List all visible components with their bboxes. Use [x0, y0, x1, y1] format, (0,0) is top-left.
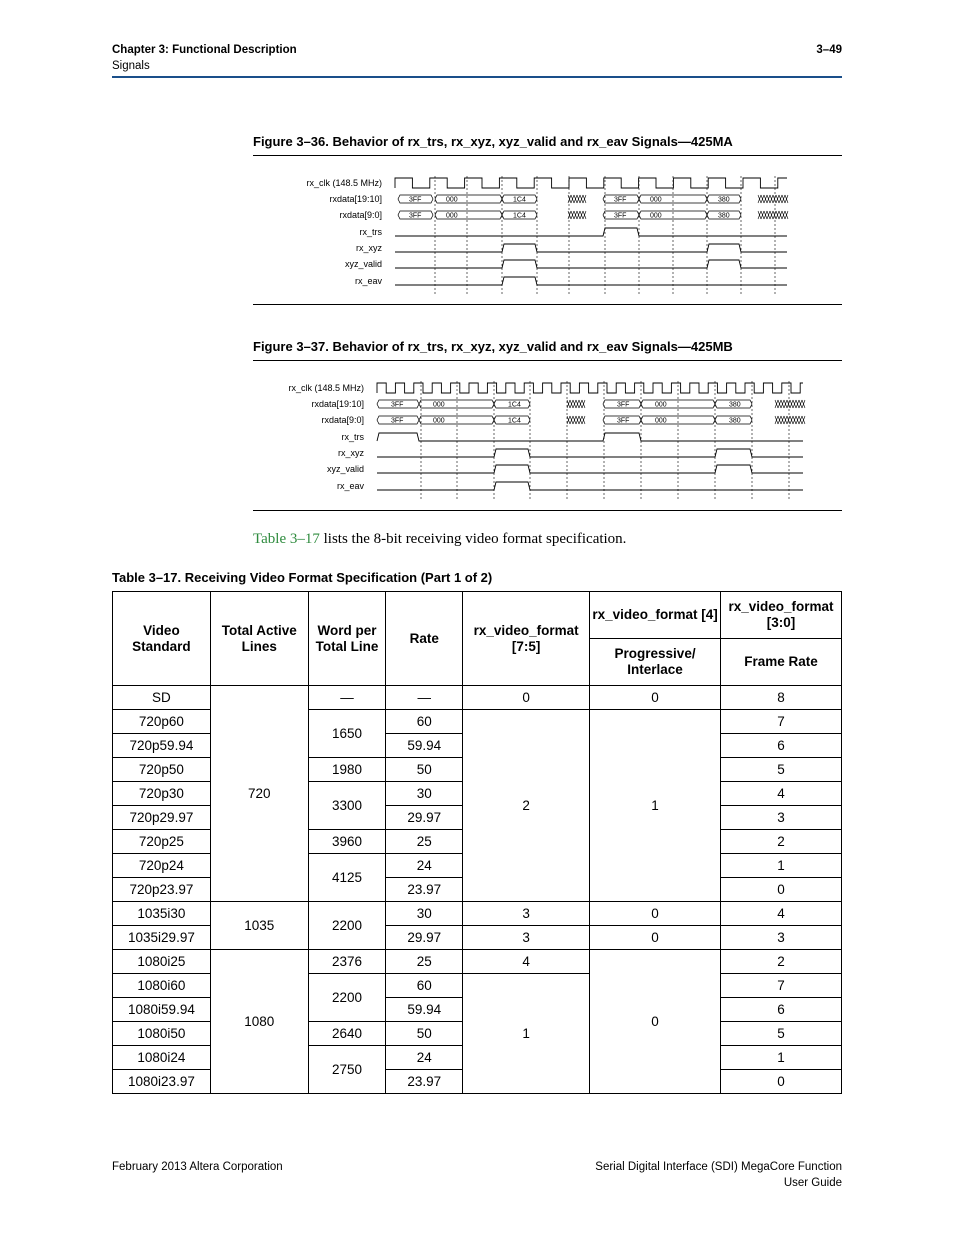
bus-value-label: 3FF: [617, 401, 630, 409]
cell-video-standard: 1080i60: [113, 974, 211, 998]
cell-frame-rate: 0: [721, 1070, 842, 1094]
bus-value-label: 000: [433, 401, 445, 409]
cell-word-per-line: 1650: [308, 710, 386, 758]
figure-36-top-rule: [253, 155, 842, 156]
signal-label: rx_eav: [336, 481, 364, 491]
cell-video-standard: 1035i30: [113, 902, 211, 926]
cell-video-standard: 1080i24: [113, 1046, 211, 1070]
cell-format-7-5: 1: [463, 974, 590, 1094]
bus-undefined-hatch: [568, 195, 571, 203]
figure-36-timing-diagram: [253, 158, 842, 303]
cell-rate: 29.97: [386, 926, 463, 950]
cell-video-standard: 720p24: [113, 854, 211, 878]
bus-undefined-hatch: [778, 400, 781, 408]
header-rule: [112, 76, 842, 78]
pulse-waveform: [395, 244, 787, 252]
bus-undefined-hatch: [781, 416, 784, 424]
bus-undefined-hatch: [580, 211, 583, 219]
signal-label: rxdata[19:10]: [311, 399, 364, 409]
bus-undefined-hatch: [579, 400, 582, 408]
bus-undefined-hatch: [567, 416, 570, 424]
signal-label: rx_clk (148.5 MHz): [288, 383, 364, 393]
bus-value-label: 1C4: [508, 417, 521, 425]
header-rate: Rate: [386, 592, 463, 686]
cell-format-4: 0: [590, 950, 721, 1094]
bus-undefined-hatch: [576, 400, 579, 408]
bus-undefined-hatch: [776, 195, 779, 203]
figure-37-bottom-rule: [253, 510, 842, 511]
table-reference-link[interactable]: Table 3–17: [253, 531, 320, 547]
cell-word-per-line: 2200: [308, 974, 386, 1022]
bus-undefined-hatch: [574, 195, 577, 203]
figure-37-top-rule: [253, 360, 842, 361]
cell-rate: 59.94: [386, 734, 463, 758]
cell-rate: 50: [386, 758, 463, 782]
bus-undefined-hatch: [802, 400, 805, 408]
bus-undefined-hatch: [571, 211, 574, 219]
page-number: 3–49: [816, 44, 842, 56]
cell-word-per-line: 2750: [308, 1046, 386, 1094]
bus-undefined-hatch: [570, 416, 573, 424]
table-intro-sentence: [253, 531, 626, 548]
bus-undefined-hatch: [573, 400, 576, 408]
cell-word-per-line: 3960: [308, 830, 386, 854]
cell-rate: 23.97: [386, 878, 463, 902]
bus-undefined-hatch: [576, 416, 579, 424]
signal-label: rx_xyz: [337, 448, 364, 458]
pulse-waveform: [377, 482, 803, 490]
header-frame-rate: Frame Rate: [721, 639, 842, 686]
bus-undefined-hatch: [779, 195, 782, 203]
intro-text: lists the 8-bit receiving video format specification.: [319, 531, 627, 547]
cell-frame-rate: 5: [721, 758, 842, 782]
cell-word-per-line: 1980: [308, 758, 386, 782]
cell-rate: 25: [386, 950, 463, 974]
header-word-per-total-line: Word per Total Line: [308, 592, 386, 686]
cell-word-per-line: 2376: [308, 950, 386, 974]
cell-video-standard: 720p29.97: [113, 806, 211, 830]
bus-undefined-hatch: [782, 211, 785, 219]
cell-rate: 60: [386, 710, 463, 734]
header-rx-video-format-3-0: rx_video_format [3:0]: [721, 592, 842, 639]
cell-total-active-lines: 1035: [210, 902, 308, 950]
bus-undefined-hatch: [577, 211, 580, 219]
signal-label: rxdata[19:10]: [329, 194, 382, 204]
bus-undefined-hatch: [767, 195, 770, 203]
header-rx-video-format-4: rx_video_format [4]: [590, 592, 721, 639]
figure-36-bottom-rule: [253, 304, 842, 305]
signal-label: rx_eav: [354, 276, 382, 286]
cell-rate: 50: [386, 1022, 463, 1046]
table-row: [113, 950, 842, 974]
bus-segment: [419, 416, 494, 424]
bus-undefined-hatch: [764, 195, 767, 203]
bus-undefined-hatch: [583, 195, 586, 203]
cell-frame-rate: 2: [721, 950, 842, 974]
cell-rate: 30: [386, 782, 463, 806]
pulse-waveform: [377, 465, 803, 473]
cell-total-active-lines: 1080: [210, 950, 308, 1094]
signal-label: rxdata[9:0]: [339, 210, 382, 220]
cell-video-standard: SD: [113, 686, 211, 710]
bus-value-label: 380: [718, 212, 730, 220]
header-rx-video-format-7-5: rx_video_format [7:5]: [463, 592, 590, 686]
bus-value-label: 380: [729, 401, 741, 409]
footer-doc-title: Serial Digital Interface (SDI) MegaCore Function: [595, 1161, 842, 1173]
bus-undefined-hatch: [802, 416, 805, 424]
bus-value-label: 3FF: [614, 212, 627, 220]
cell-format-4: 0: [590, 926, 721, 950]
bus-undefined-hatch: [785, 211, 788, 219]
cell-video-standard: 1080i59.94: [113, 998, 211, 1022]
cell-video-standard: 720p30: [113, 782, 211, 806]
cell-frame-rate: 3: [721, 926, 842, 950]
bus-undefined-hatch: [784, 400, 787, 408]
cell-total-active-lines: 720: [210, 686, 308, 902]
footer-doc-type: User Guide: [783, 1177, 842, 1189]
pulse-waveform: [395, 260, 787, 268]
bus-undefined-hatch: [767, 211, 770, 219]
pulse-waveform: [377, 433, 803, 441]
pulse-waveform: [377, 449, 803, 457]
figure-37-caption: Figure 3–37. Behavior of rx_trs, rx_xyz, xyz_valid and rx_eav Signals—425MB: [253, 339, 733, 354]
cell-frame-rate: 1: [721, 854, 842, 878]
cell-word-per-line: 2640: [308, 1022, 386, 1046]
figure-37-timing-diagram: [253, 363, 842, 508]
bus-undefined-hatch: [758, 211, 761, 219]
bus-undefined-hatch: [761, 195, 764, 203]
bus-undefined-hatch: [579, 416, 582, 424]
header-total-active-lines: Total Active Lines: [210, 592, 308, 686]
bus-value-label: 1C4: [513, 212, 526, 220]
cell-format-7-5: 4: [463, 950, 590, 974]
signal-label: rx_trs: [359, 227, 382, 237]
bus-undefined-hatch: [784, 416, 787, 424]
footer-date-company: February 2013 Altera Corporation: [112, 1161, 283, 1173]
cell-video-standard: 1080i25: [113, 950, 211, 974]
bus-undefined-hatch: [787, 400, 790, 408]
cell-frame-rate: 1: [721, 1046, 842, 1070]
signal-label: xyz_valid: [344, 259, 382, 269]
bus-undefined-hatch: [775, 400, 778, 408]
cell-word-per-line: 3300: [308, 782, 386, 830]
cell-word-per-line: 2200: [308, 902, 386, 950]
bus-undefined-hatch: [790, 400, 793, 408]
cell-format-7-5: 3: [463, 902, 590, 926]
clock-waveform: [395, 178, 787, 188]
bus-undefined-hatch: [577, 195, 580, 203]
bus-undefined-hatch: [582, 400, 585, 408]
cell-frame-rate: 7: [721, 710, 842, 734]
cell-format-7-5: 0: [463, 686, 590, 710]
cell-frame-rate: 3: [721, 806, 842, 830]
cell-rate: 24: [386, 1046, 463, 1070]
bus-value-label: 000: [650, 196, 662, 204]
cell-format-4: 0: [590, 902, 721, 926]
bus-undefined-hatch: [580, 195, 583, 203]
cell-frame-rate: 2: [721, 830, 842, 854]
signal-label: rx_xyz: [355, 243, 382, 253]
header-video-standard: Video Standard: [113, 592, 211, 686]
cell-format-4: 0: [590, 686, 721, 710]
bus-undefined-hatch: [773, 195, 776, 203]
bus-value-label: 3FF: [391, 401, 404, 409]
cell-video-standard: 720p23.97: [113, 878, 211, 902]
bus-undefined-hatch: [793, 416, 796, 424]
bus-value-label: 380: [729, 417, 741, 425]
cell-format-7-5: 2: [463, 710, 590, 902]
signal-label: xyz_valid: [326, 464, 364, 474]
bus-undefined-hatch: [770, 211, 773, 219]
signal-label: rx_trs: [341, 432, 364, 442]
cell-rate: 24: [386, 854, 463, 878]
figure-36-caption: Figure 3–36. Behavior of rx_trs, rx_xyz, xyz_valid and rx_eav Signals—425MA: [253, 134, 733, 149]
cell-frame-rate: 6: [721, 998, 842, 1022]
table-caption: Table 3–17. Receiving Video Format Specification (Part 1 of 2): [112, 570, 493, 585]
bus-value-label: 1C4: [508, 401, 521, 409]
bus-undefined-hatch: [573, 416, 576, 424]
bus-undefined-hatch: [778, 416, 781, 424]
bus-undefined-hatch: [793, 400, 796, 408]
cell-frame-rate: 7: [721, 974, 842, 998]
cell-video-standard: 720p50: [113, 758, 211, 782]
bus-undefined-hatch: [773, 211, 776, 219]
cell-format-4: 1: [590, 710, 721, 902]
section-title: Signals: [112, 60, 150, 72]
cell-frame-rate: 0: [721, 878, 842, 902]
bus-value-label: 3FF: [617, 417, 630, 425]
bus-undefined-hatch: [790, 416, 793, 424]
table-row: [113, 902, 842, 926]
bus-value-label: 000: [433, 417, 445, 425]
cell-word-per-line: —: [308, 686, 386, 710]
bus-undefined-hatch: [770, 195, 773, 203]
bus-segment: [419, 400, 494, 408]
bus-undefined-hatch: [796, 400, 799, 408]
cell-rate: —: [386, 686, 463, 710]
bus-value-label: 000: [655, 417, 667, 425]
bus-undefined-hatch: [787, 416, 790, 424]
bus-undefined-hatch: [764, 211, 767, 219]
bus-undefined-hatch: [570, 400, 573, 408]
bus-undefined-hatch: [758, 195, 761, 203]
cell-video-standard: 1080i50: [113, 1022, 211, 1046]
cell-frame-rate: 4: [721, 902, 842, 926]
bus-undefined-hatch: [785, 195, 788, 203]
bus-undefined-hatch: [583, 211, 586, 219]
bus-undefined-hatch: [796, 416, 799, 424]
cell-word-per-line: 4125: [308, 854, 386, 902]
cell-rate: 25: [386, 830, 463, 854]
cell-video-standard: 1080i23.97: [113, 1070, 211, 1094]
bus-value-label: 000: [446, 196, 458, 204]
bus-value-label: 000: [655, 401, 667, 409]
bus-value-label: 3FF: [409, 196, 422, 204]
cell-frame-rate: 4: [721, 782, 842, 806]
bus-value-label: 3FF: [391, 417, 404, 425]
bus-undefined-hatch: [567, 400, 570, 408]
bus-value-label: 000: [446, 212, 458, 220]
clock-waveform: [377, 383, 803, 393]
cell-format-7-5: 3: [463, 926, 590, 950]
cell-rate: 60: [386, 974, 463, 998]
video-format-table: [112, 591, 842, 1094]
cell-rate: 30: [386, 902, 463, 926]
bus-value-label: 3FF: [409, 212, 422, 220]
bus-value-label: 1C4: [513, 196, 526, 204]
bus-undefined-hatch: [571, 195, 574, 203]
bus-value-label: 380: [718, 196, 730, 204]
cell-rate: 29.97: [386, 806, 463, 830]
table-row: [113, 686, 842, 710]
cell-video-standard: 720p60: [113, 710, 211, 734]
signal-label: rx_clk (148.5 MHz): [306, 178, 382, 188]
cell-video-standard: 1035i29.97: [113, 926, 211, 950]
bus-undefined-hatch: [776, 211, 779, 219]
bus-value-label: 000: [650, 212, 662, 220]
bus-undefined-hatch: [574, 211, 577, 219]
signal-label: rxdata[9:0]: [321, 415, 364, 425]
bus-undefined-hatch: [779, 211, 782, 219]
chapter-title: Chapter 3: Functional Description: [112, 44, 297, 56]
bus-undefined-hatch: [582, 416, 585, 424]
cell-frame-rate: 6: [721, 734, 842, 758]
cell-video-standard: 720p59.94: [113, 734, 211, 758]
pulse-waveform: [395, 277, 787, 285]
bus-undefined-hatch: [781, 400, 784, 408]
bus-undefined-hatch: [782, 195, 785, 203]
bus-undefined-hatch: [568, 211, 571, 219]
header-progressive-interlace: Progressive/ Interlace: [590, 639, 721, 686]
cell-rate: 59.94: [386, 998, 463, 1022]
cell-rate: 23.97: [386, 1070, 463, 1094]
cell-frame-rate: 5: [721, 1022, 842, 1046]
bus-value-label: 3FF: [614, 196, 627, 204]
cell-video-standard: 720p25: [113, 830, 211, 854]
bus-undefined-hatch: [761, 211, 764, 219]
cell-frame-rate: 8: [721, 686, 842, 710]
bus-undefined-hatch: [799, 416, 802, 424]
pulse-waveform: [395, 228, 787, 236]
bus-undefined-hatch: [775, 416, 778, 424]
bus-undefined-hatch: [799, 400, 802, 408]
